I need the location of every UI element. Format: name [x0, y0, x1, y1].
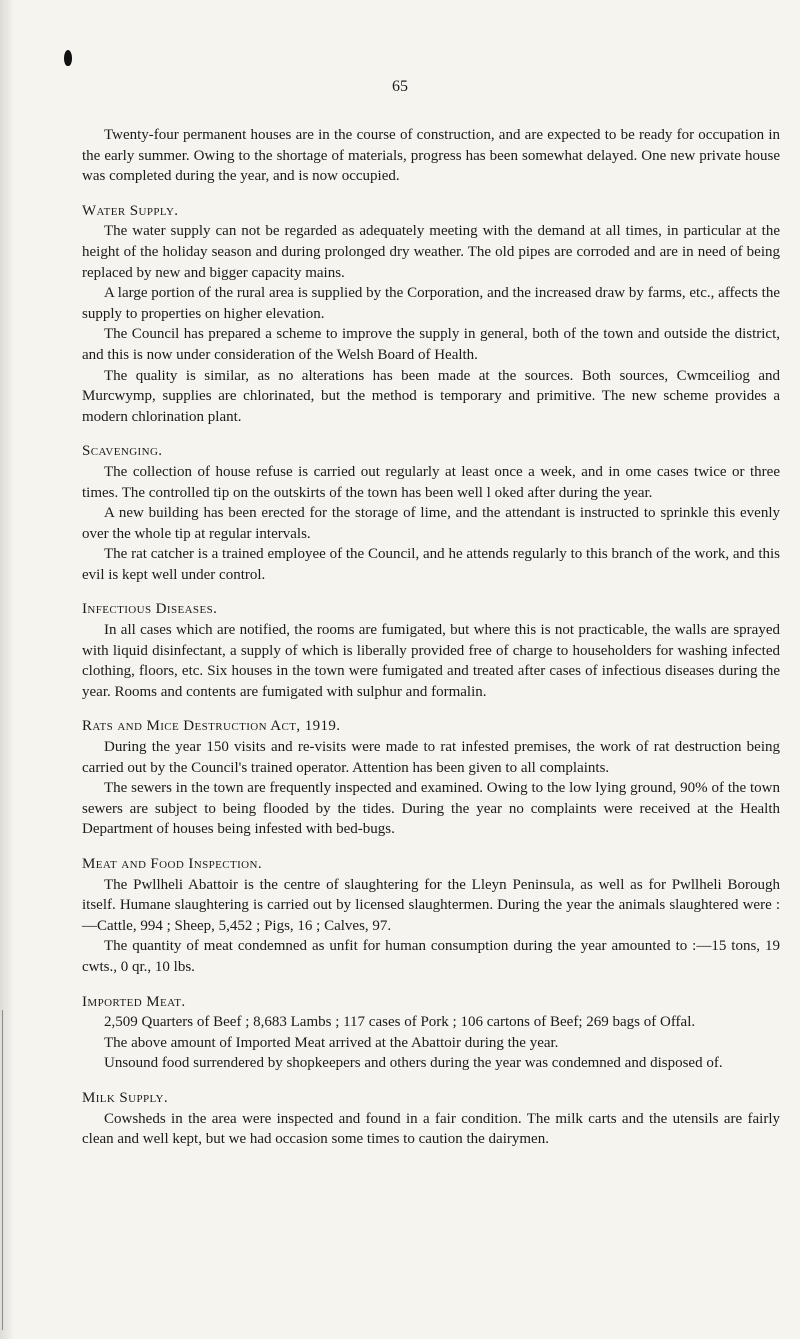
paragraph: In all cases which are notified, the rooms are fumigated, but where this is not practicable, the walls are sprayed with liquid disinfectant, a supply of which is liberally provided free of charge to householders for washing infected clothing, floors, etc. Six houses in the town were fumigated and treated after cases of infectious diseases during the year. Rooms and contents are fumigated with sulphur and formalin.	[82, 622, 780, 700]
section-imported-meat	[82, 992, 780, 1074]
paragraph: The quantity of meat condemned as unfit for human consumption during the year amounted to :—15 tons, 19 cwts., 0 qr., 10 lbs.	[82, 938, 780, 975]
section-heading: Milk Supply.	[82, 1089, 169, 1106]
document-body	[82, 125, 780, 1150]
section-infectious-diseases	[82, 599, 780, 702]
section-scavenging	[82, 441, 780, 585]
paragraph: The above amount of Imported Meat arrived at the Abattoir during the year.	[104, 1034, 559, 1051]
paragraph: The sewers in the town are frequently inspected and examined. Owing to the low lying ground, 90% of the town sewers are subject to being flooded by the tides. During the year no complaints were received at the Health Department of houses being infested with bed-bugs.	[82, 780, 780, 838]
paragraph: A new building has been erected for the storage of lime, and the attendant is instructed to sprinkle this evenly over the whole tip at regular intervals.	[82, 505, 780, 542]
section-heading: Infectious Diseases.	[82, 601, 218, 618]
paragraph: 2,509 Quarters of Beef ; 8,683 Lambs ; 117 cases of Pork ; 106 cartons of Beef; 269 bags of Offal.	[104, 1014, 696, 1031]
paragraph: A large portion of the rural area is supplied by the Corporation, and the increased draw by farms, etc., affects the supply to properties on higher elevation.	[82, 285, 780, 322]
page-number: 65	[392, 78, 408, 95]
paragraph: The Council has prepared a scheme to improve the supply in general, both of the town and outside the district, and this is now under consideration of the Welsh Board of Health.	[82, 326, 780, 363]
paragraph: The collection of house refuse is carried out regularly at least once a week, and in ome cases twice or three times. The controlled tip on the outskirts of the town has been well l oked after during the year.	[82, 463, 780, 501]
section-milk-supply	[82, 1088, 780, 1150]
paragraph: During the year 150 visits and re-visits were made to rat infested premises, the work of rat destruction being carried out by the Council's trained operator. Attention has been given to all complaints.	[82, 739, 780, 776]
paragraph: Unsound food surrendered by shopkeepers and others during the year was condemned and disposed of.	[104, 1055, 723, 1072]
paragraph: Cowsheds in the area were inspected and found in a fair condition. The milk carts and the utensils are fairly clean and well kept, but we had occasion some times to caution the dairymen.	[82, 1110, 780, 1148]
paragraph: The rat catcher is a trained employee of the Council, and he attends regularly to this branch of the work, and this evil is kept well under control.	[82, 546, 780, 583]
paragraph: The quality is similar, as no alterations has been made at the sources. Both sources, Cwmceiliog and Murcwymp, supplies are chlorinated, but the method is temporary and primitive. The new scheme provides a modern chlorination plant.	[82, 367, 780, 425]
section-heading: Rats and Mice Destruction Act, 1919.	[82, 718, 341, 735]
ink-blot-mark	[64, 50, 72, 66]
section-meat-food-inspection	[82, 854, 780, 978]
section-heading: Scavenging.	[82, 443, 163, 460]
paragraph: The water supply can not be regarded as adequately meeting with the demand at all times, in particular at the height of the holiday season and during prolonged dry weather. The old pipes are corroded and are in need of being replaced by new and bigger capacity mains.	[82, 223, 780, 281]
section-heading: Imported Meat.	[82, 993, 186, 1010]
section-rats-and-mice	[82, 716, 780, 840]
intro-paragraph: Twenty-four permanent houses are in the course of construction, and are expected to be ready for occupation in the early summer. Owing to the shortage of materials, progress has been somewhat delayed. One new private house was completed during the year, and is now occupied.	[82, 127, 780, 185]
section-heading: Meat and Food Inspection.	[82, 856, 263, 872]
section-heading: Water Supply.	[82, 202, 179, 219]
section-water-supply	[82, 201, 780, 428]
paragraph: The Pwllheli Abattoir is the centre of slaughtering for the Lleyn Peninsula, as well as for Pwllheli Borough itself. Humane slaughtering is carried out by licensed slaughtermen. During the year the animals slaughtered were :—Cattle, 994 ; Sheep, 5,452 ; Pigs, 16 ; Calves, 97.	[82, 876, 780, 934]
page-edge-line	[2, 1010, 3, 1330]
